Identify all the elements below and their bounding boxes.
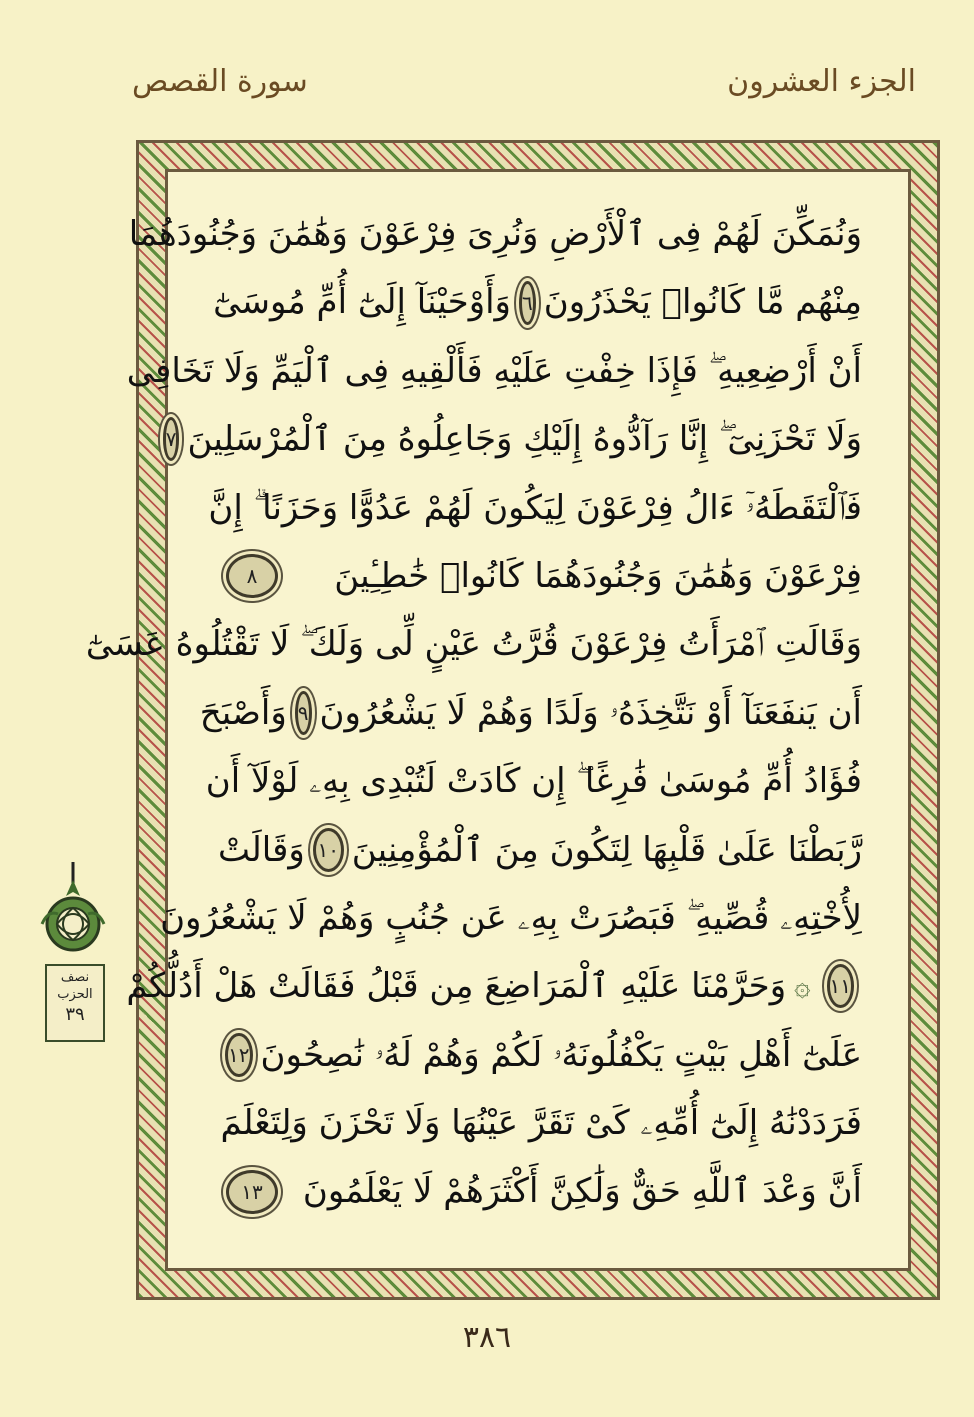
text-line [218, 542, 862, 610]
quran-text-block [85, 200, 862, 1226]
line-text: رَّبَطْنَا عَلَىٰ قَلْبِهَا لِتَكُونَ مِنَ ٱلْمُؤْمِنِينَ [351, 829, 862, 870]
line-text: عَلَىٰٓ أَهْلِ بَيْتٍ يَكْفُلُونَهُۥ لَكُمْ وَهُمْ لَهُۥ نَٰصِحُونَ [260, 1034, 862, 1075]
surah-title: سورة القصص [132, 64, 308, 99]
verse-end-marker: ١٣ [226, 1170, 278, 1214]
verse-end-marker: ١١ [827, 964, 854, 1008]
line-text: فِرْعَوْنَ وَهَٰمَٰنَ وَجُنُودَهُمَا كَانُوا۟ خَٰطِـِٔينَ [334, 555, 862, 596]
verse-end-marker: ٦ [519, 281, 536, 325]
text-line [208, 474, 862, 542]
text-line [218, 816, 862, 884]
line-text: وَحَرَّمْنَا عَلَيْهِ ٱلْمَرَاضِعَ مِن قَبْلُ فَقَالَتْ هَلْ أَدُلُّكُمْ [126, 966, 787, 1007]
line-text: لِأُخْتِهِۦ قُصِّيهِ ۖ فَبَصُرَتْ بِهِۦ عَن جُنُبٍ وَهُمْ لَا يَشْعُرُونَ [160, 897, 862, 938]
hizb-star-icon: ۞ [794, 969, 811, 1003]
text-line [128, 200, 862, 268]
line-text: وَقَالَتِ ٱمْرَأَتُ فِرْعَوْنَ قُرَّتُ عَيْنٍ لِّى وَلَكَ ۖ لَا تَقْتُلُوهُ عَسَىٰٓ [85, 624, 862, 665]
line-text: فُؤَادُ أُمِّ مُوسَىٰ فَٰرِغًا ۖ إِن كَادَتْ لَتُبْدِى بِهِۦ لَوْلَآ أَن [205, 761, 862, 802]
page-number: ٣٨٦ [462, 1320, 512, 1355]
line-text-after: وَقَالَتْ [218, 829, 305, 870]
text-line [218, 1157, 862, 1225]
text-line [199, 679, 862, 747]
line-text: أَنْ أَرْضِعِيهِ ۖ فَإِذَا خِفْتِ عَلَيْهِ فَأَلْقِيهِ فِى ٱلْيَمِّ وَلَا تَخَافِى [126, 350, 862, 391]
line-text-after: وَأَصْبَحَ [199, 692, 287, 733]
verse-end-marker: ٩ [295, 691, 312, 735]
line-text-after: وَأَوْحَيْنَآ إِلَىٰٓ أُمِّ مُوسَىٰٓ [213, 282, 511, 323]
verse-end-marker: ٨ [226, 554, 278, 598]
hizb-ornament-icon [38, 862, 108, 962]
text-line [126, 952, 862, 1020]
verse-end-marker: ١٠ [313, 828, 344, 872]
hizb-marker [45, 964, 105, 1042]
line-text: أَنَّ وَعْدَ ٱللَّهِ حَقٌّ وَلَٰكِنَّ أَكْثَرَهُمْ لَا يَعْلَمُونَ [302, 1171, 862, 1212]
juz-title: الجزء العشرون [727, 64, 916, 99]
text-line [126, 337, 862, 405]
ornamental-frame [85, 140, 940, 1300]
text-line [218, 1021, 862, 1089]
line-text: فَرَدَدْنَٰهُ إِلَىٰٓ أُمِّهِۦ كَىْ تَقَرَّ عَيْنُهَا وَلَا تَحْزَنَ وَلِتَعْلَمَ [220, 1103, 862, 1144]
hizb-label: الحزب [57, 987, 93, 1002]
text-line [213, 268, 862, 336]
text-panel [85, 169, 911, 1271]
hizb-number: ٣٩ [65, 1004, 85, 1025]
line-text: وَلَا تَحْزَنِىٓ ۖ إِنَّا رَآدُّوهُ إِلَيْكِ وَجَاعِلُوهُ مِنَ ٱلْمُرْسَلِينَ [187, 419, 862, 460]
line-text: فَٱلْتَقَطَهُۥٓ ءَالُ فِرْعَوْنَ لِيَكُونَ لَهُمْ عَدُوًّا وَحَزَنًا ۗ إِنَّ [208, 487, 862, 528]
text-line [218, 1089, 862, 1157]
verse-end-marker: ١٢ [225, 1033, 252, 1077]
text-line [205, 747, 862, 815]
line-text: وَنُمَكِّنَ لَهُمْ فِى ٱلْأَرْضِ وَنُرِىَ فِرْعَوْنَ وَهَٰمَٰنَ وَجُنُودَهُمَا [128, 214, 862, 254]
text-line [165, 405, 862, 473]
hizb-label-half: نصف [60, 970, 90, 985]
text-line [160, 884, 862, 952]
verse-end-marker: ٧ [163, 417, 180, 461]
text-line [85, 610, 862, 678]
line-text: مِنْهُم مَّا كَانُوا۟ يَحْذَرُونَ [543, 282, 862, 323]
line-text: أَن يَنفَعَنَآ أَوْ نَتَّخِذَهُۥ وَلَدًا وَهُمْ لَا يَشْعُرُونَ [319, 692, 862, 733]
